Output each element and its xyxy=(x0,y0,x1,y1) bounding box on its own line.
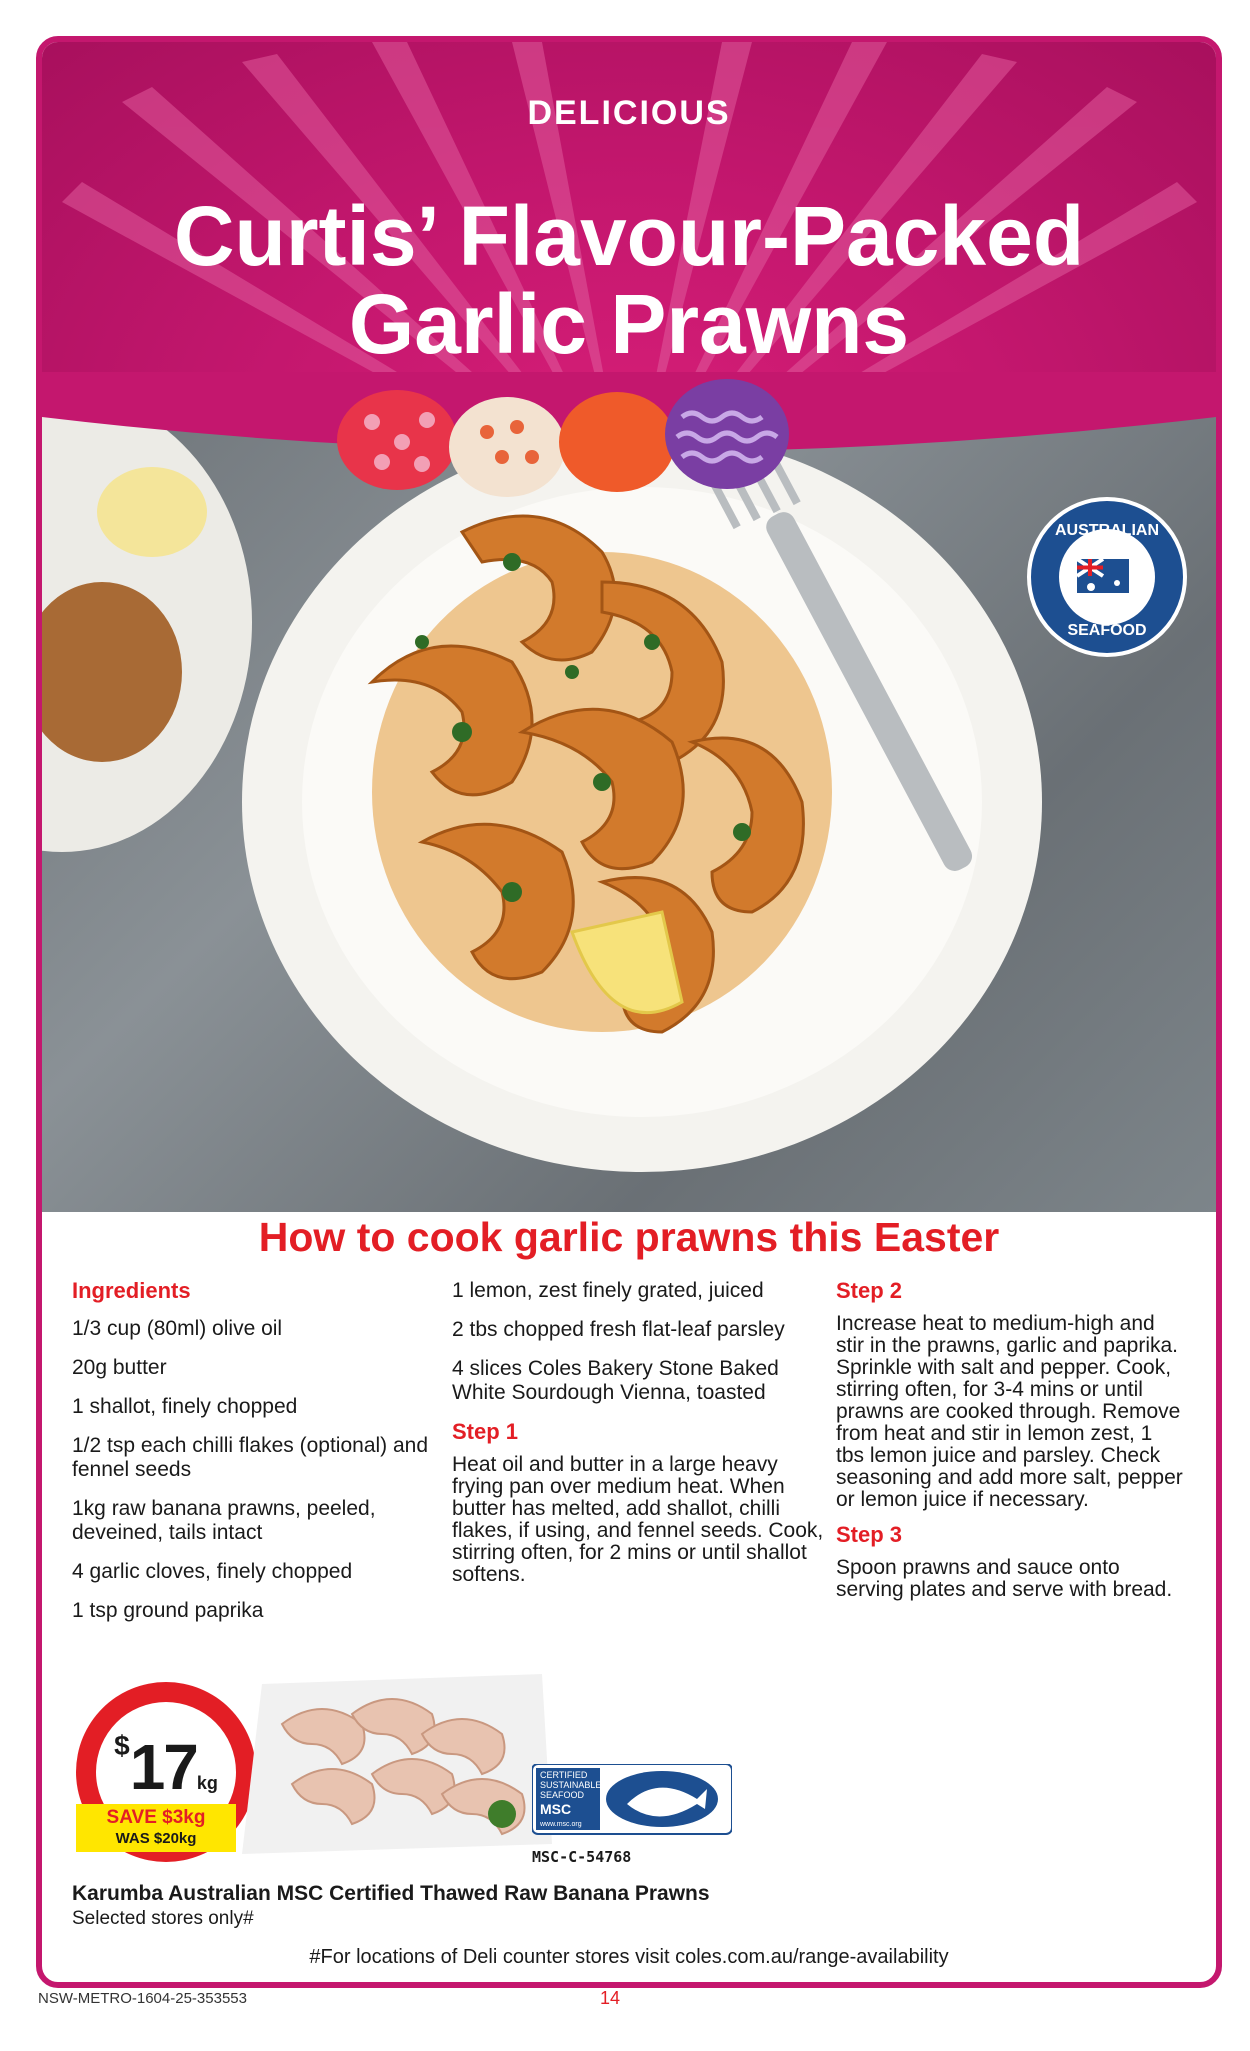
msc-url: www.msc.org xyxy=(540,1821,582,1828)
ingredient-item: 1 lemon, zest finely grated, juiced xyxy=(452,1279,764,1302)
msc-certified-logo xyxy=(532,1764,732,1844)
ingredients-list-continued xyxy=(452,1279,832,1405)
ingredient-item: 4 garlic cloves, finely chopped xyxy=(72,1560,353,1583)
headline-line-1: Curtis’ Flavour-Packed xyxy=(173,189,1085,283)
msc-code: MSC-C-54768 xyxy=(532,1848,632,1866)
msc-brand: MSC xyxy=(540,1801,572,1817)
ingredient-item: 1 shallot, finely chopped xyxy=(72,1395,298,1418)
headline xyxy=(42,189,1216,371)
price-amount: 17 xyxy=(129,1731,197,1803)
ingredients-list xyxy=(72,1317,432,1623)
price-unit: kg xyxy=(196,1773,218,1793)
ingredient-item: 1 tsp ground paprika xyxy=(72,1599,264,1622)
price-value xyxy=(96,1730,236,1804)
ingredient-item: 2 tbs chopped fresh flat-leaf parsley xyxy=(452,1318,785,1341)
badge-top-text: AUSTRALIAN xyxy=(1055,522,1159,539)
catalogue-page xyxy=(36,36,1222,1988)
ingredients-heading: Ingredients xyxy=(72,1278,191,1303)
ingredient-item: 4 slices Coles Bakery Stone Baked White Sourdough Vienna, toasted xyxy=(452,1357,779,1404)
msc-line1: CERTIFIED xyxy=(540,1770,588,1780)
prawns-product-image xyxy=(242,1674,562,1854)
ingredients-column xyxy=(72,1279,432,1638)
ingredient-item: 1kg raw banana prawns, peeled, deveined, tails intact xyxy=(72,1497,376,1544)
step1-text: Heat oil and butter in a large heavy frying pan over medium heat. When butter has melted, add shallot, chilli flakes, if using, and fennel seeds. Cook, stirring often, for 2 mins or until shallot softens. xyxy=(452,1453,824,1586)
steps-column xyxy=(836,1279,1186,1601)
ingredient-item: 1/2 tsp each chilli flakes (optional) and fennel seeds xyxy=(72,1434,429,1481)
product-availability: Selected stores only# xyxy=(72,1908,254,1929)
product-name: Karumba Australian MSC Certified Thawed Raw Banana Prawns xyxy=(72,1882,710,1905)
easter-eggs-arc xyxy=(36,372,1222,512)
msc-line2: SUSTAINABLE xyxy=(540,1780,602,1790)
save-amount: SAVE $3kg xyxy=(106,1807,206,1828)
footnote: #For locations of Deli counter stores visit coles.com.au/range-availability xyxy=(309,1946,949,1968)
step2-text: Increase heat to medium-high and stir in the prawns, garlic and paprika. Sprinkle with salt and pepper. Cook, stirring often, for 3-4 mins or until prawns are cooked through. Remove from heat and stir in lemon zest, 1 tbs lemon juice and parsley. Check seasoning and add more salt, pepper or lemon juice if necessary. xyxy=(836,1312,1183,1511)
save-badge xyxy=(76,1804,236,1852)
recipe-title: How to cook garlic prawns this Easter xyxy=(258,1214,1000,1260)
step2-heading: Step 2 xyxy=(836,1278,903,1303)
price-dollar-sign: $ xyxy=(114,1730,130,1761)
headline-line-2: Garlic Prawns xyxy=(348,277,910,371)
was-price: WAS $20kg xyxy=(115,1830,197,1847)
page-code: NSW-METRO-1604-25-353553 xyxy=(38,1990,247,2007)
ingredient-item: 1/3 cup (80ml) olive oil xyxy=(72,1317,283,1340)
step1-heading: Step 1 xyxy=(452,1419,519,1444)
step3-heading: Step 3 xyxy=(836,1522,903,1547)
australian-seafood-badge xyxy=(1027,497,1187,657)
step3-text: Spoon prawns and sauce onto serving plates and serve with bread. xyxy=(836,1556,1173,1601)
msc-line3: SEAFOOD xyxy=(540,1790,585,1800)
kicker-label: DELICIOUS xyxy=(527,94,731,132)
ingredient-item: 20g butter xyxy=(72,1356,167,1379)
ingredients-and-step1-column xyxy=(452,1279,832,1586)
page-number: 14 xyxy=(600,1988,621,2008)
badge-bottom-text: SEAFOOD xyxy=(1067,622,1147,639)
